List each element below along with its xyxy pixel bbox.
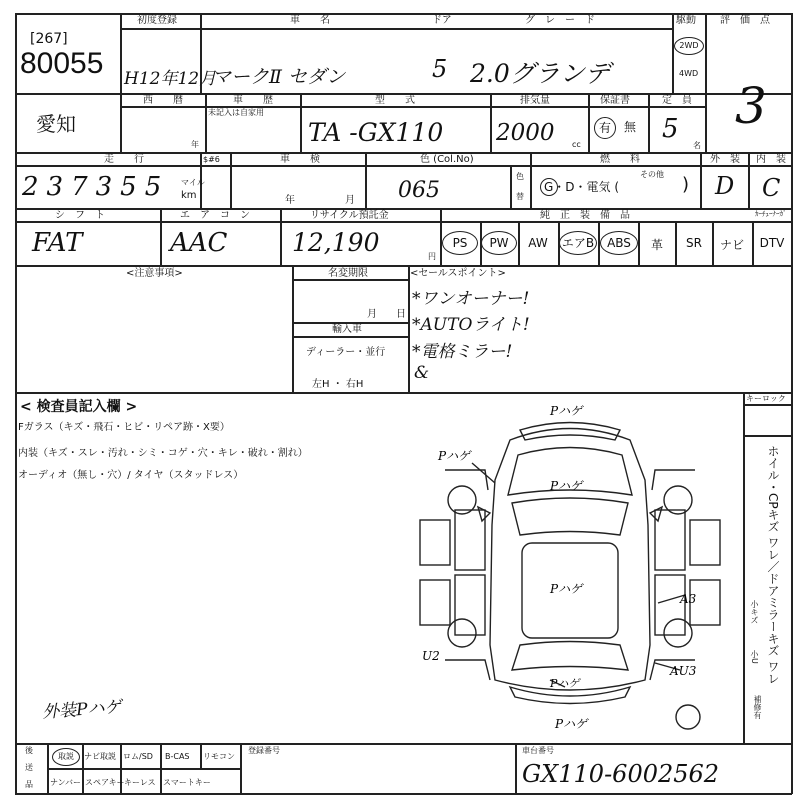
footer-item-number: ナンバー <box>50 778 82 787</box>
grid-line <box>515 743 517 794</box>
keyless-label: キーロック <box>746 394 786 403</box>
footer-item-remote: リモコン <box>203 752 235 761</box>
damage-mark: Pハゲ <box>555 717 588 731</box>
grid-line <box>240 743 242 794</box>
grid-line <box>648 93 650 153</box>
warranty-label: 保証書 <box>600 95 630 106</box>
name-change-day: 日 <box>396 309 406 320</box>
grid-line <box>160 743 162 794</box>
footer-item-smart-key: スマートキー <box>163 778 211 787</box>
grid-line <box>200 743 202 768</box>
side-column: ホイル・CPキズ ワレ／ドアミラーキズ ワレ <box>766 445 780 685</box>
door-label: ドア <box>432 15 452 26</box>
exterior-value: D <box>715 172 735 200</box>
grid-line <box>700 152 702 209</box>
fuel-close: ) <box>682 174 690 195</box>
yen-unit: 円 <box>428 252 436 261</box>
kouki-label-3: 品 <box>25 780 33 789</box>
month-unit: 月 <box>345 195 355 206</box>
side-repair: 補修有 <box>753 695 762 719</box>
grid-line <box>15 165 792 167</box>
color-change-2: 替 <box>516 192 524 201</box>
sales-point-2: *AUTOライト! <box>412 315 530 335</box>
mile-unit: マイル <box>181 178 205 187</box>
option-airbag: エアB <box>559 231 597 255</box>
sales-point-1: *ワンオーナー! <box>412 289 530 309</box>
side-small-2: 小U <box>750 650 759 664</box>
car-name-label: 車 名 <box>290 15 330 26</box>
kouki-label-2: 送 <box>25 763 33 772</box>
grid-line <box>588 93 590 153</box>
grid-line <box>120 28 672 30</box>
mileage-label: 走 行 <box>104 154 144 165</box>
shaken-label: 車 検 <box>280 154 320 165</box>
grid-line <box>160 208 162 265</box>
equip-corner: ｶｰﾁｭｰﾅｰｶﾞ <box>755 210 787 218</box>
capacity-unit: 名 <box>693 141 701 150</box>
shift-value: FAT <box>32 228 83 258</box>
footer-item-spare-key: スペアキー <box>85 778 125 787</box>
grade-label: グ レ ー ド <box>525 15 595 26</box>
ac-value: AAC <box>170 228 228 258</box>
damage-mark: AU3 <box>670 664 697 678</box>
displacement-value: 2000 <box>496 120 555 146</box>
footer-item-navi-manual: ナビ取説 <box>84 752 116 761</box>
grid-line <box>705 13 707 153</box>
region: 愛知 <box>36 112 76 136</box>
year-unit: 年 <box>285 195 295 206</box>
grid-line <box>365 152 367 209</box>
first-reg-label: 初度登録 <box>137 15 177 26</box>
displacement-label: 排気量 <box>520 95 550 106</box>
mileage-value: 237355 <box>22 172 170 202</box>
option-aw: AW <box>528 236 548 250</box>
option-navi: ナビ <box>719 238 744 252</box>
grid-line <box>440 208 442 265</box>
option-ps: PS <box>442 231 478 255</box>
interior-line: 内装（キズ・スレ・汚れ・シミ・コゲ・穴・キレ・破れ・割れ） <box>18 448 308 459</box>
kouki-label-1: 後 <box>25 746 33 755</box>
capacity-value: 5 <box>662 114 679 144</box>
grid-line <box>300 93 302 153</box>
name-change-label: 名変期限 <box>328 268 368 279</box>
model-label: 型 式 <box>375 95 415 106</box>
grade-value: 2.0グランデ <box>470 59 610 88</box>
grid-line <box>280 208 282 265</box>
grid-line <box>490 93 492 153</box>
handle-label: 左H ・ 右H <box>312 379 364 390</box>
grid-line <box>15 208 792 210</box>
grid-line <box>743 435 792 437</box>
ac-label: エ ア コ ン <box>180 210 250 221</box>
lot-number: 80055 <box>20 47 104 80</box>
damage-mark: Pハゲ <box>550 404 583 418</box>
car-diagram <box>400 395 740 740</box>
grid-line <box>15 392 792 394</box>
capacity-label: 定 員 <box>662 95 692 106</box>
recycle-label: リサイクル預託金 <box>310 210 389 221</box>
grid-line <box>15 265 792 267</box>
interior-label: 内 装 <box>756 154 786 165</box>
color-value: 065 <box>398 178 440 203</box>
chassis-label: 車台番号 <box>522 746 554 755</box>
sales-label: <セールスポイント> <box>410 268 506 279</box>
score-value: 3 <box>735 77 767 135</box>
drive-4wd-option: 4WD <box>679 69 699 78</box>
interior-value: C <box>762 174 781 202</box>
exterior-label: 外 装 <box>710 154 740 165</box>
sales-point-4: & <box>414 363 430 383</box>
grid-line <box>510 165 512 209</box>
option-abs: ABS <box>600 231 638 255</box>
nen-unit: 年 <box>191 140 199 149</box>
car-name-value: マークⅡ セダン <box>212 66 346 88</box>
footer-item-rom: ロム/SD <box>123 752 153 761</box>
side-small-1: 小キズ <box>750 600 759 624</box>
option-dtv: DTV <box>759 236 785 250</box>
fuel-value: G・D・電気 ( <box>544 180 620 194</box>
score-label: 評 価 点 <box>720 15 770 26</box>
grid-line <box>205 93 207 153</box>
nishireki-label: 西 暦 <box>143 95 183 106</box>
reg-number-label: 登録番号 <box>248 746 280 755</box>
s-label: $#6 <box>203 155 220 164</box>
grid-line <box>743 404 792 406</box>
footer-item-manual: 取説 <box>52 748 80 766</box>
model-value: TA -GX110 <box>308 118 444 147</box>
shareki-label: 車 歴 <box>233 95 273 106</box>
glass-line: Fガラス（キズ・飛石・ヒビ・リペア跡・X要） <box>18 422 230 433</box>
grid-line <box>15 793 792 795</box>
exterior-note: 外装Pハゲ <box>41 697 123 723</box>
damage-mark: Pハゲ <box>550 479 583 493</box>
grid-line <box>292 336 408 338</box>
grid-line <box>530 152 532 209</box>
grid-line <box>672 13 674 93</box>
equip-label: 純 正 装 備 品 <box>540 210 630 221</box>
caution-label: <注意事項> <box>126 268 183 279</box>
grid-line <box>47 768 240 770</box>
option-sr: SR <box>686 236 702 250</box>
grid-line <box>15 13 17 794</box>
damage-mark: Pハゲ <box>438 449 471 463</box>
drive-2wd-option: 2WD <box>674 37 704 55</box>
damage-mark: Pハゲ <box>550 582 583 596</box>
shift-label: シ フ ト <box>55 210 105 221</box>
grid-line <box>82 743 84 794</box>
first-reg-value: H12年12月 <box>124 69 217 89</box>
shareki-note: 未記入は自家用 <box>208 108 264 117</box>
dealer-label: ディーラー・並行 <box>306 347 386 358</box>
import-label: 輸入車 <box>332 324 362 335</box>
chassis-value: GX110-6002562 <box>522 760 720 788</box>
option-leather: 革 <box>650 238 663 252</box>
damage-mark: A3 <box>680 592 697 606</box>
grid-line <box>408 265 410 393</box>
recycle-value: 12,190 <box>292 228 380 257</box>
door-value: 5 <box>432 55 448 83</box>
inspection-title: < 検査員記入欄 > <box>20 399 138 415</box>
cc-unit: cc <box>572 140 581 149</box>
color-label: 色 (Col.No) <box>420 154 474 165</box>
footer-item-keyless: キーレス <box>124 778 156 787</box>
damage-mark: U2 <box>422 649 440 663</box>
fuel-label: 燃 料 <box>600 154 640 165</box>
name-change-month: 月 <box>367 309 377 320</box>
option-pw: PW <box>481 231 517 255</box>
fuel-other: その他 <box>640 170 664 179</box>
damage-mark: Pハゲ <box>550 677 580 690</box>
footer-item-bcas: B-CAS <box>165 752 190 761</box>
grid-line <box>743 392 745 744</box>
drive-label: 駆動 <box>676 15 696 26</box>
grid-line <box>230 152 232 209</box>
grid-line <box>120 13 122 153</box>
warranty-no-option: 無 <box>624 120 637 134</box>
warranty-yes-option: 有 <box>594 117 616 139</box>
color-change-1: 色 <box>516 172 524 181</box>
grid-line <box>292 265 294 393</box>
grid-line <box>15 743 792 745</box>
km-unit: km <box>181 190 197 201</box>
grid-line <box>292 279 408 281</box>
grid-line <box>748 152 750 209</box>
lot-prefix: [267] <box>30 31 68 47</box>
sales-point-3: *電格ミラー! <box>412 342 513 362</box>
audio-line: オーディオ（無し・穴）/ タイヤ（スタッドレス） <box>18 470 244 481</box>
